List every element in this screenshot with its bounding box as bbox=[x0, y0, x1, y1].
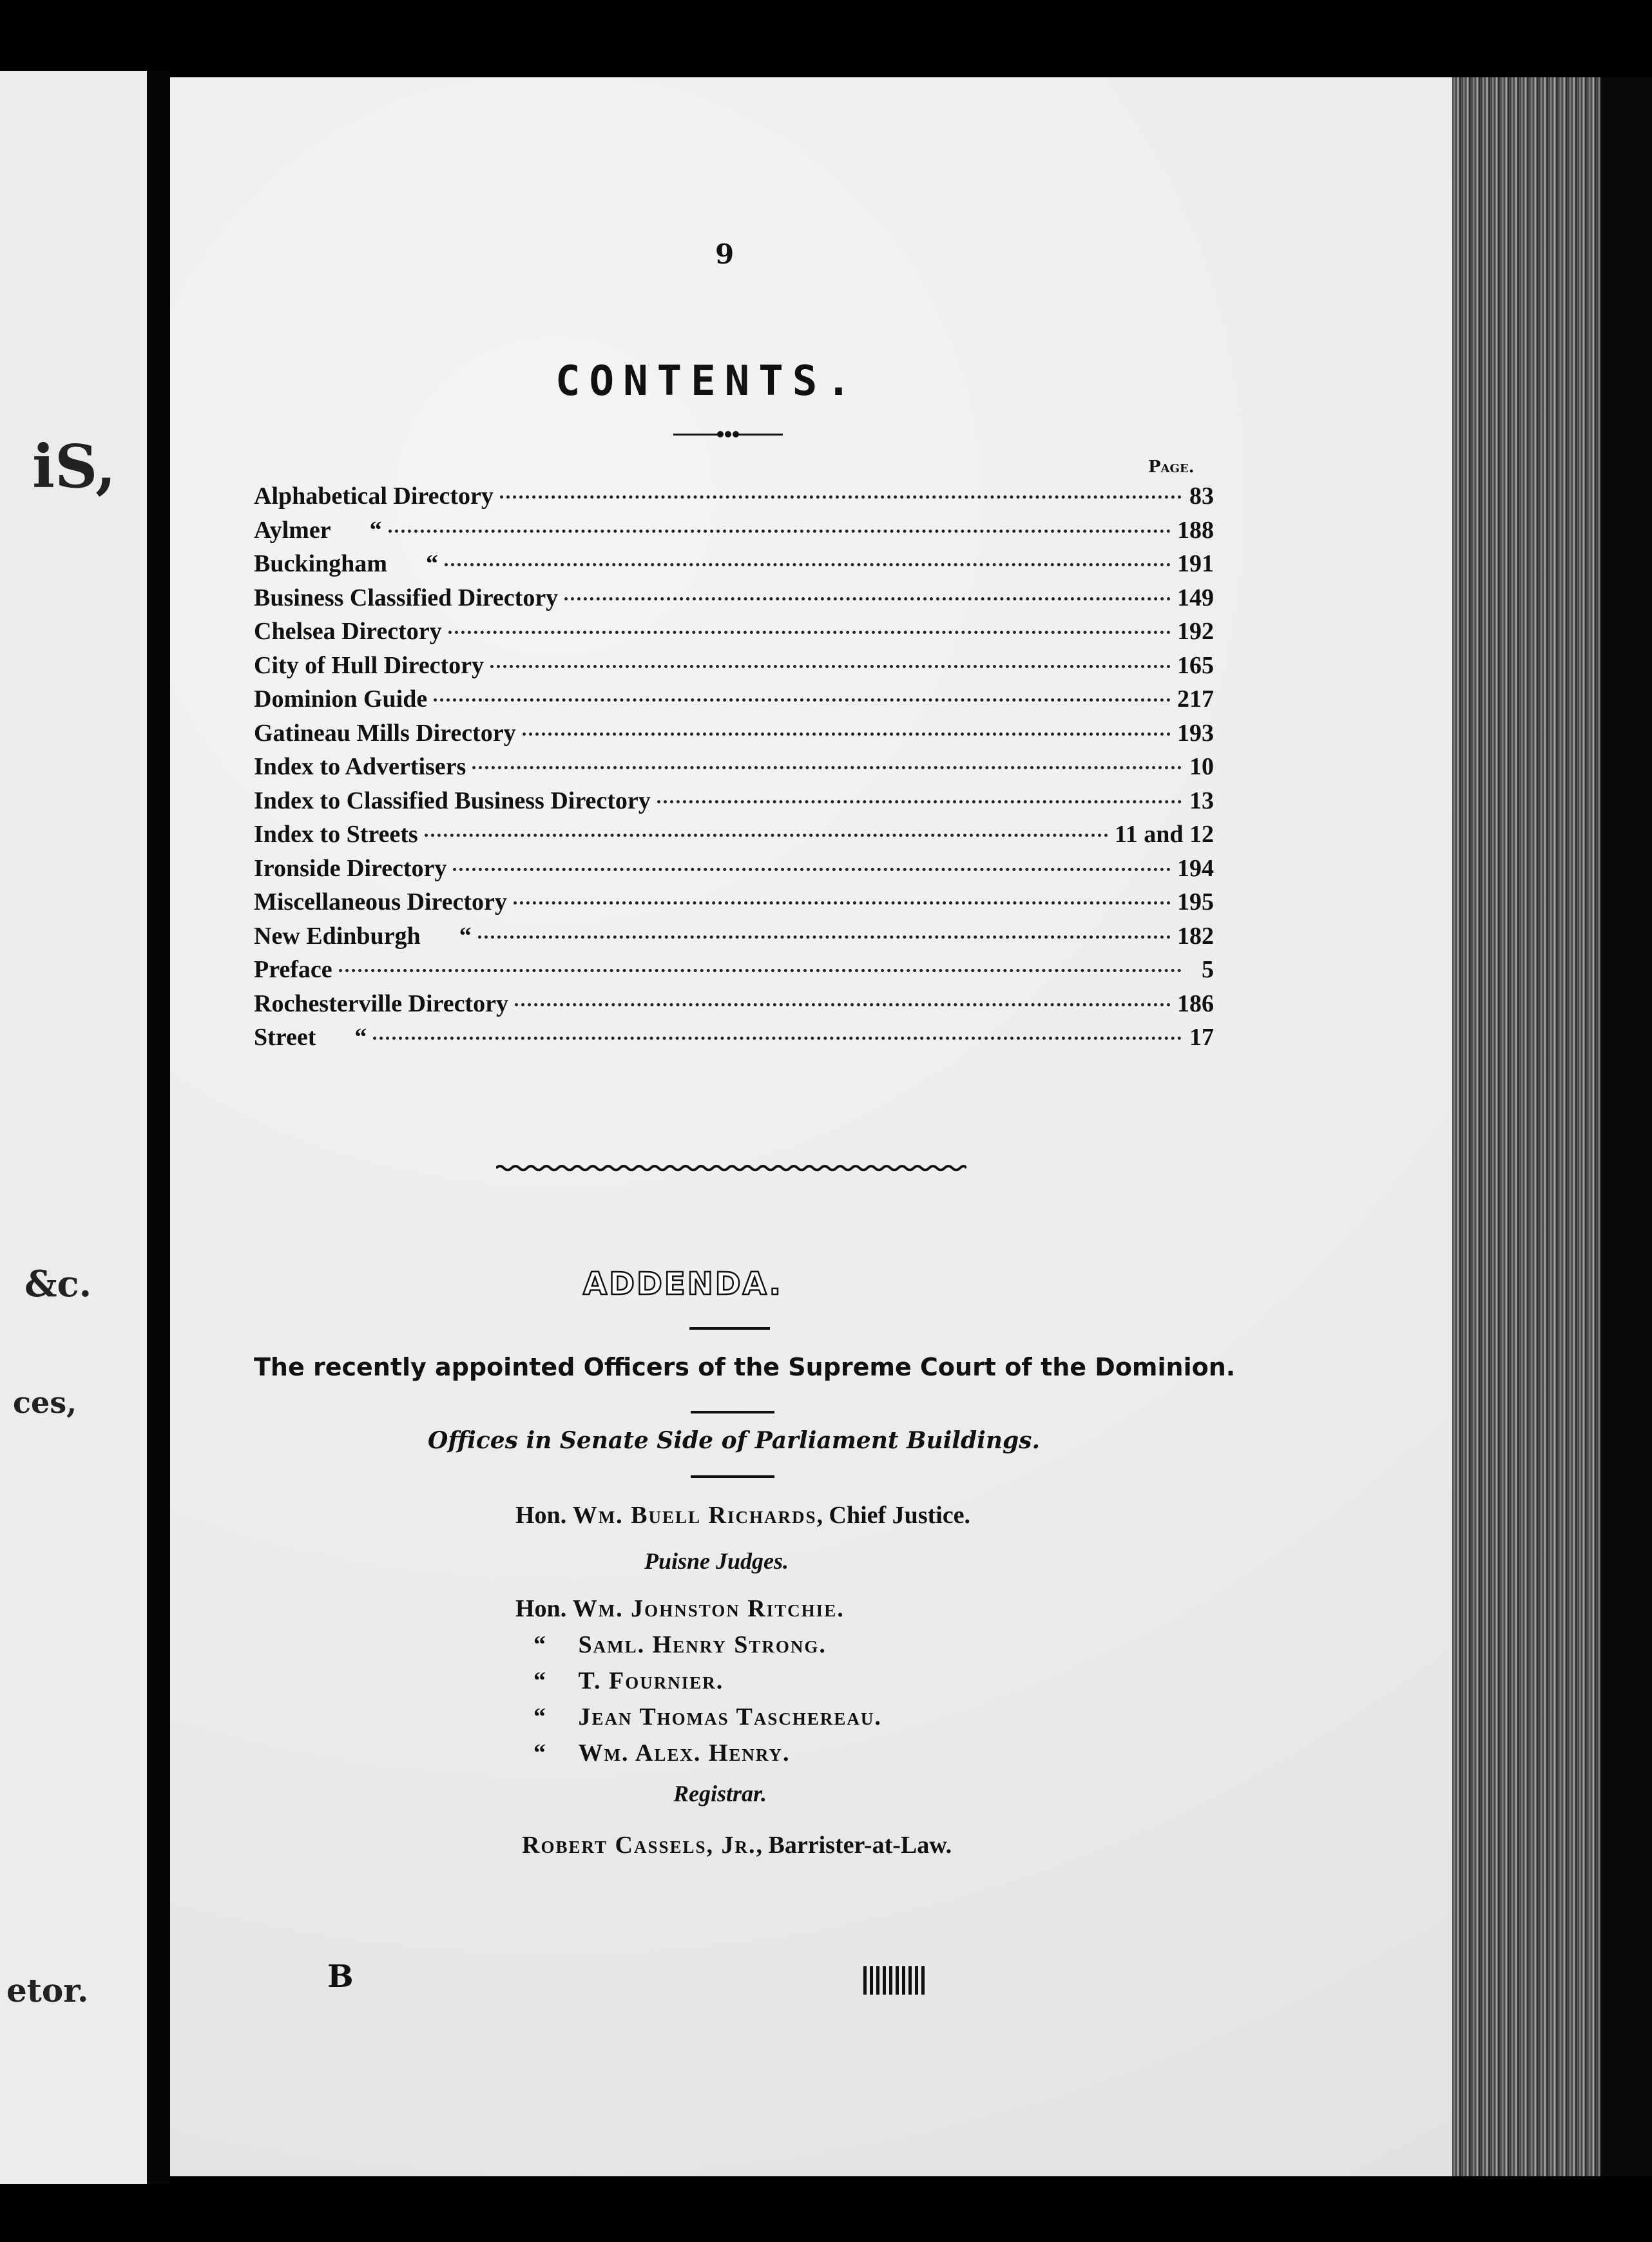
puisne-judge-name: Saml. Henry Strong. bbox=[578, 1631, 827, 1658]
addenda-heading: ADDENDA. bbox=[583, 1266, 783, 1302]
puisne-judge bbox=[533, 1631, 827, 1659]
contents-heading: CONTENTS. bbox=[555, 358, 860, 405]
contents-entry-page: 165 bbox=[1177, 651, 1214, 679]
page-column-heading: Page. bbox=[1148, 457, 1195, 477]
contents-entry-title: Chelsea Directory bbox=[254, 618, 442, 645]
contents-entry-title: Aylmer bbox=[254, 516, 331, 544]
dot-leader bbox=[472, 766, 1182, 769]
contents-entry-title: Alphabetical Directory bbox=[254, 483, 494, 510]
dot-leader bbox=[500, 495, 1182, 499]
contents-entry bbox=[254, 990, 1214, 1024]
left-fragment-2: &c. bbox=[24, 1263, 92, 1305]
contents-entry bbox=[254, 820, 1214, 854]
registrar-line bbox=[522, 1831, 952, 1859]
dot-leader bbox=[339, 969, 1182, 972]
contents-entry bbox=[254, 550, 1214, 584]
contents-entry bbox=[254, 888, 1214, 922]
contents-list bbox=[254, 482, 1214, 1057]
left-fragment-1: iS, bbox=[32, 432, 117, 501]
printer-mark bbox=[863, 1966, 928, 1995]
contents-entry-page: 5 bbox=[1202, 956, 1214, 983]
dot-leader bbox=[478, 935, 1171, 939]
contents-entry-ditto: “ bbox=[425, 550, 438, 577]
dot-leader bbox=[515, 1003, 1171, 1006]
registrar-name: Robert Cassels, Jr. bbox=[522, 1832, 756, 1859]
contents-entry bbox=[254, 787, 1214, 821]
facing-page-fragment bbox=[0, 71, 147, 2184]
contents-entry bbox=[254, 922, 1214, 956]
contents-entry-title: Business Classified Directory bbox=[254, 584, 559, 611]
contents-entry-page: 83 bbox=[1189, 483, 1214, 510]
left-fragment-4: etor. bbox=[6, 1971, 89, 2009]
contents-entry bbox=[254, 719, 1214, 753]
contents-entry bbox=[254, 955, 1214, 990]
contents-entry-ditto: “ bbox=[369, 516, 382, 544]
contents-entry-page: 188 bbox=[1177, 516, 1214, 544]
contents-entry-page: 17 bbox=[1189, 1024, 1214, 1051]
dot-leader bbox=[514, 901, 1171, 905]
contents-entry-title: Index to Classified Business Directory bbox=[254, 787, 651, 814]
contents-entry-page: 10 bbox=[1189, 753, 1214, 780]
contents-entry-title: Rochesterville Directory bbox=[254, 990, 508, 1017]
book-gutter bbox=[147, 71, 170, 2184]
contents-entry-page: 194 bbox=[1177, 854, 1214, 882]
addenda-rule bbox=[689, 1327, 770, 1330]
scan-border bbox=[1600, 77, 1652, 2176]
puisne-judge-prefix: “ bbox=[533, 1667, 546, 1694]
contents-entry-title: Preface bbox=[254, 956, 332, 983]
puisne-judge-name: Jean Thomas Taschereau. bbox=[578, 1703, 882, 1730]
wavy-divider bbox=[496, 1163, 966, 1173]
contents-entry bbox=[254, 516, 1214, 550]
contents-entry-title: Index to Streets bbox=[254, 821, 418, 848]
page-number: 9 bbox=[715, 238, 735, 270]
dot-leader bbox=[389, 530, 1171, 533]
left-fragment-3: ces, bbox=[13, 1385, 77, 1420]
contents-entry-title: Street bbox=[254, 1024, 316, 1051]
contents-entry bbox=[254, 617, 1214, 651]
offices-location: Offices in Senate Side of Parliament Buildings. bbox=[428, 1427, 1040, 1454]
dot-leader bbox=[564, 597, 1171, 600]
registrar-role: , Barrister-at-Law. bbox=[756, 1832, 952, 1859]
puisne-judge-prefix: Hon. bbox=[515, 1595, 567, 1622]
contents-entry-title: Miscellaneous Directory bbox=[254, 888, 507, 915]
dot-leader bbox=[523, 733, 1171, 736]
chief-justice-line bbox=[515, 1501, 970, 1529]
contents-entry-title: Dominion Guide bbox=[254, 685, 428, 713]
contents-entry-page: 182 bbox=[1177, 922, 1214, 950]
contents-entry-title: City of Hull Directory bbox=[254, 651, 485, 679]
puisne-judges-heading: Puisne Judges. bbox=[644, 1548, 789, 1574]
puisne-judge-prefix: “ bbox=[533, 1739, 546, 1767]
page-edges bbox=[1452, 77, 1600, 2176]
puisne-judge bbox=[533, 1739, 790, 1767]
contents-entry bbox=[254, 584, 1214, 618]
dot-leader bbox=[490, 665, 1171, 668]
contents-entry-title: Gatineau Mills Directory bbox=[254, 719, 516, 747]
contents-entry bbox=[254, 482, 1214, 516]
puisne-judge bbox=[515, 1595, 845, 1623]
contents-entry-page: 193 bbox=[1177, 719, 1214, 747]
contents-entry bbox=[254, 651, 1214, 685]
puisne-judge bbox=[533, 1667, 724, 1695]
contents-entry-ditto: “ bbox=[459, 922, 472, 950]
dot-leader bbox=[448, 631, 1171, 634]
puisne-judge-name: Wm. Alex. Henry. bbox=[578, 1739, 791, 1767]
contents-entry-page: 191 bbox=[1177, 550, 1214, 577]
contents-entry bbox=[254, 752, 1214, 787]
puisne-judge-name: T. Fournier. bbox=[578, 1667, 724, 1694]
chief-justice-prefix: Hon. bbox=[515, 1502, 567, 1529]
registrar-heading: Registrar. bbox=[673, 1781, 767, 1806]
chief-justice-name: Wm. Buell Richards bbox=[572, 1502, 817, 1529]
contents-entry bbox=[254, 685, 1214, 719]
dot-leader bbox=[657, 800, 1182, 803]
dot-leader bbox=[373, 1037, 1182, 1040]
contents-entry-page: 13 bbox=[1189, 787, 1214, 814]
dot-leader bbox=[434, 698, 1171, 702]
contents-entry-title: New Edinburgh bbox=[254, 922, 421, 950]
contents-entry-title: Index to Advertisers bbox=[254, 753, 466, 780]
contents-entry-page: 195 bbox=[1177, 888, 1214, 915]
puisne-judge-name: Wm. Johnston Ritchie. bbox=[572, 1595, 845, 1622]
contents-entry-page: 192 bbox=[1177, 618, 1214, 645]
court-rule bbox=[691, 1411, 774, 1413]
contents-entry-title: Ironside Directory bbox=[254, 854, 447, 882]
chief-justice-role: , Chief Justice. bbox=[816, 1502, 971, 1529]
contents-entry-page: 11 and 12 bbox=[1114, 821, 1214, 848]
puisne-judge-prefix: “ bbox=[533, 1703, 546, 1730]
puisne-judge-prefix: “ bbox=[533, 1631, 546, 1658]
contents-entry-page: 149 bbox=[1177, 584, 1214, 611]
contents-entry bbox=[254, 854, 1214, 888]
puisne-judge bbox=[533, 1703, 882, 1731]
dot-leader bbox=[453, 868, 1171, 871]
ornament-divider bbox=[673, 430, 783, 438]
offices-rule bbox=[691, 1475, 774, 1478]
court-officers-heading: The recently appointed Officers of the Supreme Court of the Dominion. bbox=[254, 1353, 1236, 1381]
dot-leader bbox=[425, 834, 1108, 837]
contents-entry-page: 186 bbox=[1177, 990, 1214, 1017]
signature-letter: B bbox=[327, 1959, 354, 1995]
dot-leader bbox=[445, 563, 1171, 566]
contents-entry-ditto: “ bbox=[354, 1024, 367, 1051]
contents-entry bbox=[254, 1023, 1214, 1057]
contents-entry-title: Buckingham bbox=[254, 550, 387, 577]
contents-entry-page: 217 bbox=[1177, 685, 1214, 713]
